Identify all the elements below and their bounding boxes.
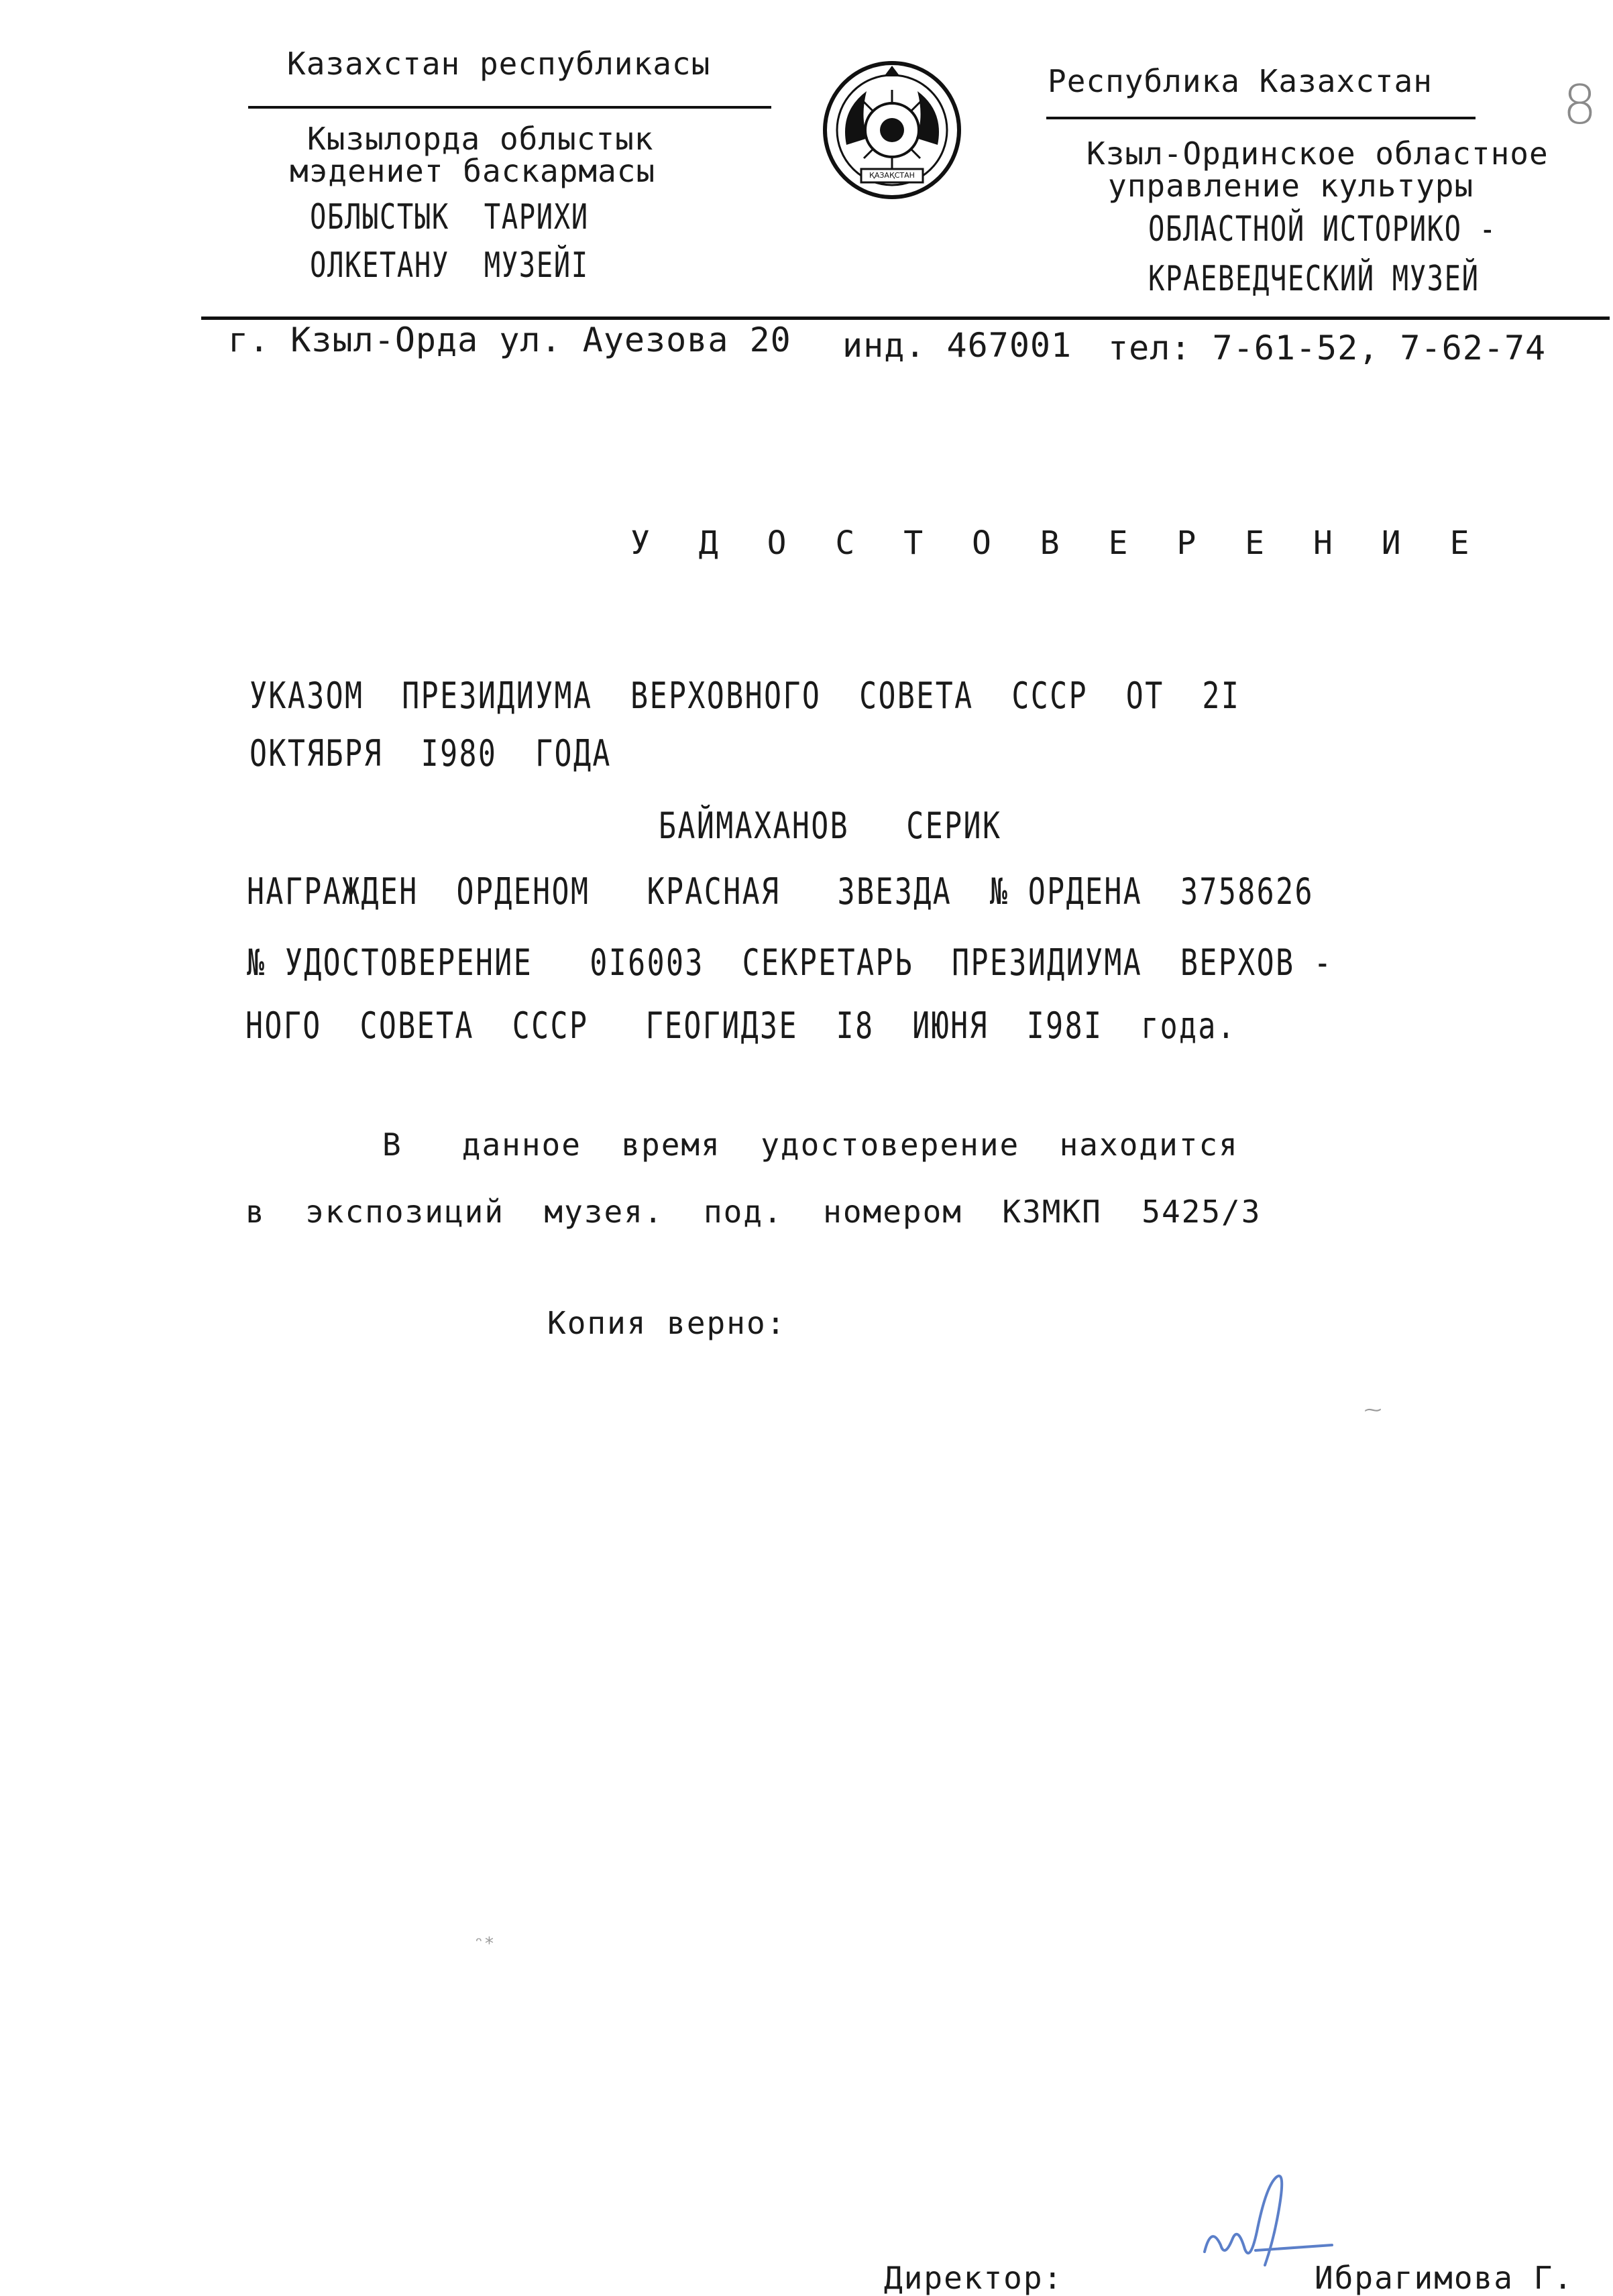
emblem-banner-text: ҚАЗАҚСТАН [869,171,915,180]
note-line-1: В данное время удостоверение находится [382,1127,1239,1163]
address-phone: тел: 7-61-52, 7-62-74 [1108,329,1547,367]
note-line-2: в экспозиций музея. под. номером КЗМКП 5425/3 [245,1194,1262,1230]
header-right-dept-line2: управление культуры [1108,168,1474,204]
award-line-2: № УДОСТОВЕРЕНИЕ 0I6003 СЕКРЕТАРЬ ПРЕЗИДИУМА ВЕРХОВ - [247,941,1333,984]
header-right-republic: Республика Казахстан [1048,63,1433,99]
decree-line-1: УКАЗОМ ПРЕЗИДИУМА ВЕРХОВНОГО СОВЕТА СССР ОТ 2I [249,675,1241,717]
address-index: инд. 467001 [842,326,1072,365]
header-left-republic: Казахстан республикасы [287,46,711,82]
header-left-museum-line1: ОБЛЫСТЫК ТАРИХИ [310,197,589,237]
document-title: У Д О С Т О В Е Р Е Н И Е [630,524,1484,562]
header-right-museum-line1: ОБЛАСТНОЙ ИСТОРИКО - [1148,209,1497,249]
copy-certified-label: Копия верно: [547,1305,787,1341]
kazakhstan-state-emblem-icon [820,58,964,203]
scan-speck: ⁓ [1364,1400,1382,1420]
header-left-dept-line1: Кызылорда облыстык [307,121,654,157]
header-right-dept-line1: Кзыл-Ординское областное [1087,135,1549,172]
state-emblem [820,58,964,203]
recipient-name: БАЙМАХАНОВ СЕРИК [659,805,1002,847]
header-right-museum-line2: КРАЕВЕДЧЕСКИЙ МУЗЕЙ [1148,259,1480,299]
address-rule [201,317,1610,320]
director-label: Директор: [884,2260,1064,2296]
award-line-3: НОГО СОВЕТА СССР ГЕОГИДЗЕ I8 ИЮНЯ I98I года. [245,1005,1237,1047]
header-left-rule [248,106,771,109]
header-left-museum-line2: ОЛКЕТАНУ МУЗЕЙI [310,245,589,286]
award-line-1: НАГРАЖДЕН ОРДЕНОМ КРАСНАЯ ЗВЕЗДА № ОРДЕНА 3758626 [247,870,1314,913]
header-right-rule [1046,117,1476,119]
director-name: Ибрагимова Г. [1315,2260,1574,2296]
decree-line-2: ОКТЯБРЯ I980 ГОДА [249,732,612,774]
header-left-dept-line2: мэдениет баскармасы [290,153,656,189]
scan-speck: ᵔ* [474,1934,495,1954]
margin-page-number: 8 [1563,74,1597,136]
address-street: г. Кзыл-Орда ул. Ауезова 20 [228,321,791,359]
